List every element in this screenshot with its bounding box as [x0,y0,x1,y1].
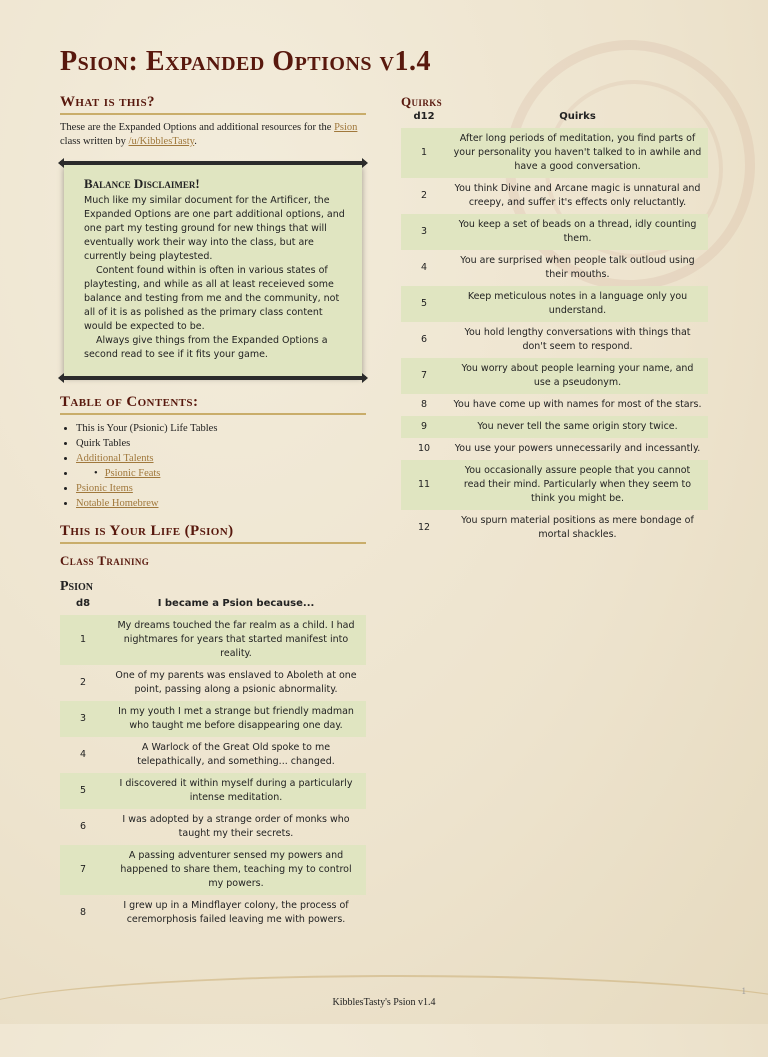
row-number: 6 [420,334,428,345]
column-header-text: Quirks [559,111,596,122]
table-header-row [60,595,366,615]
intro-paragraph [60,121,366,149]
row-text: After long periods of meditation, you find parts of your personality you haven't talked to in awhile and have a good conversation. [447,128,708,178]
row-text: I was adopted by a strange order of monks who taught my their secrets. [122,814,350,839]
table-row [60,895,366,931]
row-text: You are surprised when people talk outloud using their mouths. [460,255,695,280]
note-bottom-bar [60,376,366,380]
row-number: 10 [417,443,431,454]
row-number: 5 [60,773,106,809]
psion-table-title: Psion [60,579,94,594]
row-text: In my youth I met a strange but friendly madman who taught me before disappearing one day. [106,701,366,737]
toc-item-additional-talents [76,451,366,466]
table-row [401,460,708,510]
row-number: 12 [417,522,431,533]
right-column [401,94,708,546]
row-number: 8 [420,399,428,410]
table-row [401,358,708,394]
table-row [401,322,708,358]
table-row [401,438,708,460]
page-title: Psion: Expanded Options v1.4 [60,46,431,77]
toc-heading: Table of Contents: [60,394,366,415]
author-link[interactable]: /u/KibblesTasty [128,136,195,147]
row-number: 6 [79,821,87,832]
psion-link[interactable]: Psion [334,122,358,133]
class-training-heading: Class Training [60,553,150,568]
table-row [60,615,366,665]
balance-disclaimer-note [64,165,362,376]
toc-link-psionic-feats[interactable]: Psionic Feats [104,468,161,479]
disclaimer-paragraph-2: Content found within is often in various states of playtesting, and while as all at least receieved some balance and testing from me and the community, not all of it is as polished as the primary class content would be expected to be. [84,265,340,332]
balance-disclaimer-box [60,161,366,380]
row-number: 1 [60,615,106,665]
row-text: One of my parents was enslaved to Aboleth at one point, passing along a psionic abnormality. [115,670,357,695]
row-text: A passing adventurer sensed my powers and happened to share them, teaching my to control my powers. [106,845,366,895]
table-row [60,773,366,809]
table-row [401,510,708,546]
toc-link-additional-talents[interactable]: Additional Talents [76,453,154,464]
column-header-die: d12 [413,111,435,122]
row-number: 4 [79,749,87,760]
toc-subitem [94,466,160,481]
life-heading: This is Your Life (Psion) [60,523,366,544]
note-top-bar [60,161,366,165]
row-number: 2 [420,190,428,201]
row-number: 5 [401,286,447,322]
row-number: 4 [420,262,428,273]
toc-item-label: This is Your (Psionic) Life Tables [76,423,218,434]
row-number: 11 [401,460,447,510]
column-header-die: d8 [75,598,91,609]
footer-decoration [0,975,768,1057]
row-text: You spurn material positions as mere bondage of mortal shackles. [461,515,694,540]
row-number: 8 [79,907,87,918]
row-text: You keep a set of beads on a thread, idly counting them. [447,214,708,250]
row-text: A Warlock of the Great Old spoke to me telepathically, and something... changed. [137,742,335,767]
page-number: 1 [741,986,746,996]
table-row [401,250,708,286]
psion-origin-table [60,595,366,931]
table-row [60,845,366,895]
what-is-this-heading: What is this? [60,94,366,115]
toc-item-psionic-items [76,481,366,496]
row-text: You use your powers unnecessarily and incessantly. [454,443,701,454]
table-row [401,128,708,178]
page-footer: KibblesTasty's Psion v1.4 [332,997,436,1008]
table-row [401,286,708,322]
table-row [60,665,366,701]
table-row [401,214,708,250]
row-text: You worry about people learning your name, and use a pseudonym. [447,358,708,394]
row-text: I grew up in a Mindflayer colony, the process of ceremorphosis failed leaving me with powers. [123,900,349,925]
table-of-contents [60,421,366,511]
left-column [60,94,366,931]
row-number: 2 [79,677,87,688]
intro-text-middle: class written by [60,136,129,147]
intro-text-before: These are the Expanded Options and additional resources for the [60,122,335,133]
row-number: 3 [401,214,447,250]
toc-link-notable-homebrew[interactable]: Notable Homebrew [76,498,159,509]
row-text: You have come up with names for most of the stars. [453,399,702,410]
table-row [401,416,708,438]
intro-text-after: . [194,136,197,147]
toc-item-psionic-feats [76,466,366,481]
disclaimer-paragraph-3: Always give things from the Expanded Options a second read to see if it fits your game. [84,335,328,360]
toc-item-life-tables [76,421,366,436]
toc-item-label: Quirk Tables [76,438,131,449]
row-number: 1 [401,128,447,178]
table-row [60,737,366,773]
toc-link-psionic-items[interactable]: Psionic Items [76,483,133,494]
row-text: You occasionally assure people that you cannot read their mind. Particularly when they seem to think you might be. [447,460,708,510]
row-text: I discovered it within myself during a particularly intense meditation. [106,773,366,809]
row-text: You think Divine and Arcane magic is unnatural and creepy, and suffer it's effects only reluctantly. [454,183,701,208]
row-number: 3 [60,701,106,737]
quirks-table [401,110,708,546]
table-row [401,178,708,214]
toc-item-quirk-tables [76,436,366,451]
column-header-text: I became a Psion because... [157,598,315,609]
disclaimer-title: Balance Disclaimer! [84,176,200,191]
table-row [60,809,366,845]
row-number: 7 [401,358,447,394]
row-number: 9 [401,416,447,438]
row-text: You never tell the same origin story twice. [447,416,708,438]
row-text: Keep meticulous notes in a language only you understand. [447,286,708,322]
table-row [401,394,708,416]
quirks-heading: Quirks [401,94,443,109]
row-number: 7 [60,845,106,895]
table-header-row [401,110,708,128]
row-text: You hold lengthy conversations with things that don't seem to respond. [464,327,691,352]
disclaimer-paragraph-1: Much like my similar document for the Artificer, the Expanded Options are one part additional options, and one part my testing ground for new things that will eventually work their way into the class, but are currently being playtested. [84,195,345,262]
table-row [60,701,366,737]
toc-item-notable-homebrew [76,496,366,511]
row-text: My dreams touched the far realm as a child. I had nightmares for years that started manifest into reality. [106,615,366,665]
